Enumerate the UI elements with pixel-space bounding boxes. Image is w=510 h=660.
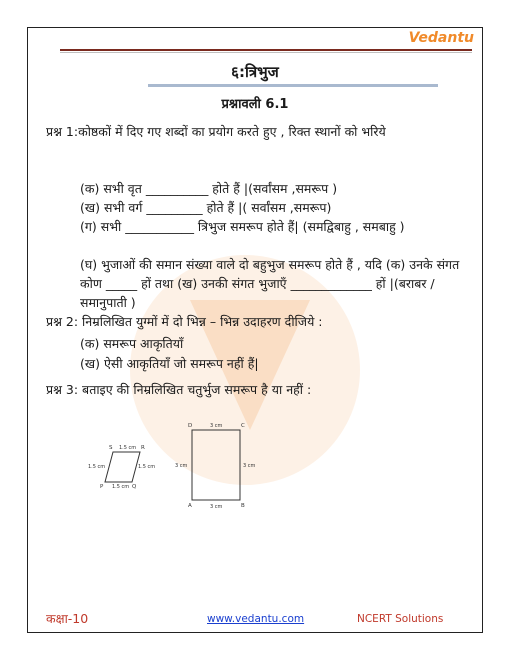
header-rule bbox=[60, 49, 472, 51]
question-1-item-kha: (ख) सभी वर्ग _________ होते हैं |( सर्वांसम ,समरूप) bbox=[80, 200, 332, 215]
square-abcd bbox=[175, 423, 256, 510]
question-1-item-ga: (ग) सभी ___________ त्रिभुज समरूप होते हैं| (समद्विबाहु , समबाहु ) bbox=[80, 219, 405, 234]
square-shape bbox=[192, 430, 240, 500]
question-2: प्रश्न 2: निम्रलिखित युग्मों में दो भिन्न – भिन्न उदाहरण दीजिये : bbox=[46, 314, 323, 329]
side-label-ab: 3 cm bbox=[210, 504, 223, 510]
side-label-dc: 3 cm bbox=[210, 423, 223, 429]
footer-class-label: कक्षा-10 bbox=[46, 611, 89, 626]
vertex-q: Q bbox=[132, 484, 137, 490]
side-label-sr: 1.5 cm bbox=[119, 445, 137, 451]
footer-website-link[interactable]: www.vedantu.com bbox=[207, 613, 305, 625]
vertex-a: A bbox=[188, 503, 192, 509]
rhombus-pqrs bbox=[88, 445, 155, 490]
question-2-item-kha: (ख) ऐसी आकृतियाँ जो समरूप नहीं हैं| bbox=[80, 356, 259, 371]
question-1-item-ka: (क) सभी वृत __________ होते हैं |(सर्वांसम ,समरूप ) bbox=[80, 181, 338, 196]
chapter-underline bbox=[148, 84, 438, 87]
side-label-da: 3 cm bbox=[175, 463, 188, 469]
header-rule-thin bbox=[60, 52, 472, 53]
vertex-d: D bbox=[188, 423, 193, 429]
vertex-s: S bbox=[109, 445, 113, 451]
rhombus-shape bbox=[105, 452, 140, 482]
side-label-rq: 1.5 cm bbox=[138, 464, 156, 470]
exercise-title: प्रश्नावली 6.1 bbox=[221, 97, 289, 112]
side-label-pq: 1.5 cm bbox=[112, 484, 130, 490]
side-label-cb: 3 cm bbox=[243, 463, 256, 469]
question-1-item-gha: (घ) भुजाओं की समान संख्या वाले दो बहुभुज समरूप होते हैं , यदि (क) उनके संगत कोण _____ हों तथा (ख) उनकी संगत भुजाएँ _____________ हों |(बराबर / समानुपाती ) bbox=[80, 257, 460, 310]
vertex-b: B bbox=[241, 503, 245, 509]
question-2-item-ka: (क) समरूप आकृतियाँ bbox=[80, 336, 184, 351]
question-1: प्रश्न 1:कोष्ठकों में दिए गए शब्दों का प्रयोग करते हुए , रिक्त स्थानों को भरिये bbox=[46, 124, 386, 139]
quadrilateral-figure bbox=[88, 418, 288, 518]
vedantu-logo: Vedantu bbox=[408, 30, 474, 46]
chapter-title: ६:त्रिभुज bbox=[231, 63, 279, 81]
question-3: प्रश्न 3: बताइए की निम्रलिखित चतुर्भुज समरूप है या नहीं : bbox=[46, 382, 312, 397]
vertex-p: P bbox=[100, 484, 104, 490]
vertex-c: C bbox=[241, 423, 245, 429]
footer-ncert-label: NCERT Solutions bbox=[357, 613, 444, 625]
side-label-sp: 1.5 cm bbox=[88, 464, 106, 470]
vertex-r: R bbox=[141, 445, 145, 451]
